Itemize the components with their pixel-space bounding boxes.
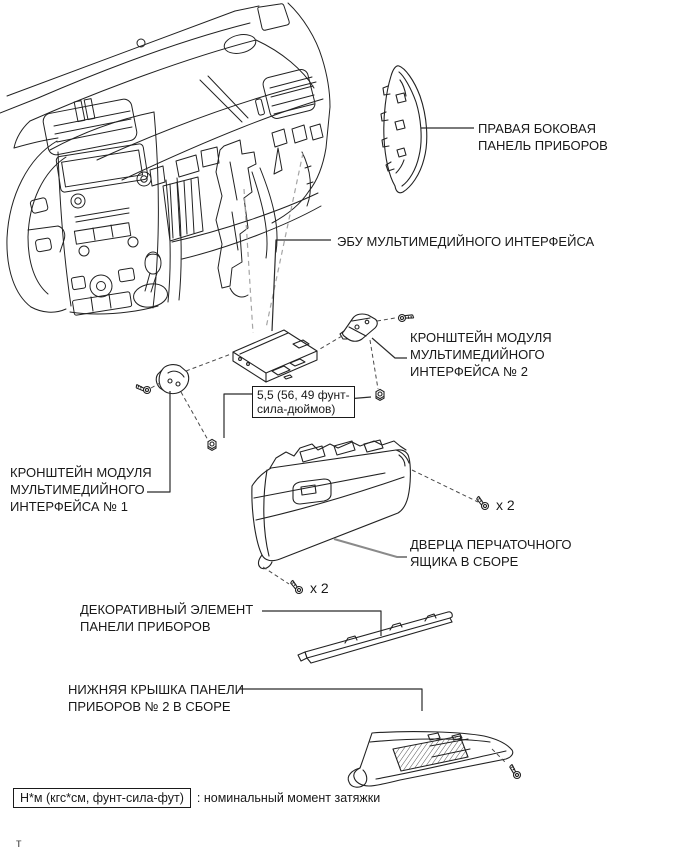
callout-line: ИНТЕРФЕЙСА № 2 <box>410 364 528 379</box>
callout-line: ИНТЕРФЕЙСА № 1 <box>10 499 128 514</box>
callout-line: ДЕКОРАТИВНЫЙ ЭЛЕМЕНТ <box>80 602 254 617</box>
torque-spec-line: 5,5 (56, 49 фунт- <box>257 388 350 402</box>
torque-unit-box: Н*м (кгс*см, фунт-сила-фут) <box>13 788 191 808</box>
callout-glove-box-door <box>410 536 572 570</box>
lower-cover-part <box>348 732 513 788</box>
callout-line: КРОНШТЕЙН МОДУЛЯ <box>410 330 552 345</box>
screw-icon <box>288 580 304 595</box>
torque-spec-box <box>252 386 355 418</box>
screw-icon <box>507 764 523 780</box>
callout-lower-cover <box>68 681 244 715</box>
quantity-label-screw-top: x 2 <box>496 497 515 513</box>
callout-line: МУЛЬТИМЕДИЙНОГО <box>10 482 145 497</box>
glove-box-leader-line <box>334 539 407 557</box>
screw-icon <box>136 385 151 394</box>
callout-line: ПРИБОРОВ № 2 В СБОРЕ <box>68 699 231 714</box>
callout-line: КРОНШТЕЙН МОДУЛЯ <box>10 465 152 480</box>
torque-legend <box>13 788 380 808</box>
right-side-panel-part <box>381 66 427 193</box>
bracket-1-part <box>156 365 188 394</box>
trim-strip-part <box>298 612 452 663</box>
callout-bracket-1 <box>10 464 152 515</box>
page-footnote: т <box>16 836 22 850</box>
callout-line: ЭБУ МУЛЬТИМЕДИЙНОГО ИНТЕРФЕЙСА <box>337 234 595 249</box>
callout-line: ПРАВАЯ БОКОВАЯ <box>478 121 597 136</box>
callout-line: ДВЕРЦА ПЕРЧАТОЧНОГО <box>410 537 572 552</box>
callout-bracket-2 <box>410 329 552 380</box>
torque-spec-line: сила-дюймов) <box>257 402 336 416</box>
callout-line: НИЖНЯЯ КРЫШКА ПАНЕЛИ <box>68 682 244 697</box>
callout-line: МУЛЬТИМЕДИЙНОГО <box>410 347 545 362</box>
screw-icon <box>474 496 490 511</box>
torque-legend-description: : номинальный момент затяжки <box>196 791 381 805</box>
nut-icon <box>376 389 384 400</box>
callout-line: ЯЩИКА В СБОРЕ <box>410 554 519 569</box>
dashboard-sketch <box>0 3 330 315</box>
callout-multimedia-ecu <box>337 233 594 250</box>
callout-right-side-panel <box>478 120 608 154</box>
screw-icon <box>398 311 414 323</box>
glove-box-door-part <box>252 440 411 569</box>
callout-line: ПАНЕЛЬ ПРИБОРОВ <box>478 138 608 153</box>
callout-line: ПАНЕЛИ ПРИБОРОВ <box>80 619 211 634</box>
quantity-label-screw-bottom: x 2 <box>310 580 329 596</box>
bracket-2-part <box>340 314 377 341</box>
multimedia-ecu-part <box>233 330 317 382</box>
nut-icon <box>208 439 216 450</box>
callout-decorative-trim <box>80 601 253 635</box>
